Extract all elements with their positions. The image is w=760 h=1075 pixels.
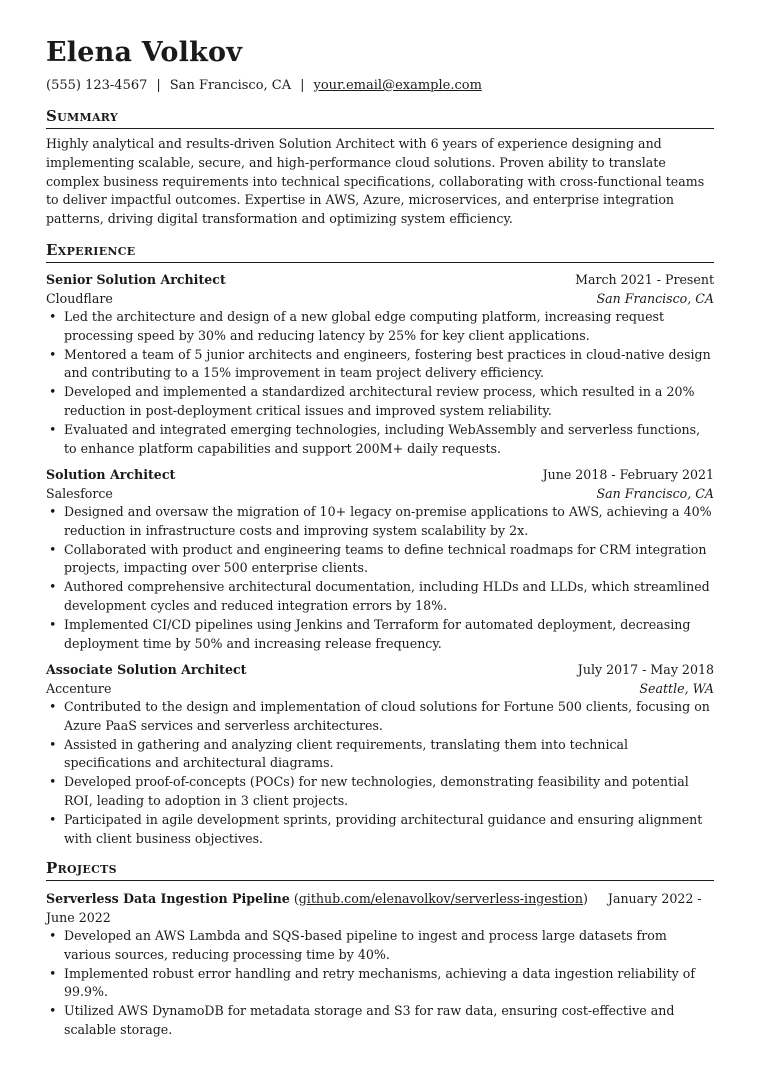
list-item: • Collaborated with product and engineering teams to define technical roadmaps for CRM integration projects, impacting over 500 enterprise clients. [49, 541, 707, 576]
list-item: • Implemented CI/CD pipelines using Jenkins and Terraform for automated deployment, decreasing deployment time by 50% and increasing release frequency. [49, 616, 691, 651]
section-title-experience: Experience [46, 240, 714, 263]
job-location: San Francisco, CA [596, 486, 714, 501]
list-item: • Contributed to the design and implementation of cloud solutions for Fortune 500 clients, focusing on Azure PaaS services and serverless architectures. [49, 699, 710, 733]
email-link[interactable]: your.email@example.com [313, 78, 482, 93]
list-item: • Authored comprehensive architectural documentation, including HLDs and LLDs, which streamlined development cycles and reduced integration errors by 18%. [49, 579, 710, 613]
list-item: • Mentored a team of 5 junior architects and engineers, fostering best practices in cloud-native design and contributing to a 15% improvement in team project delivery efficiency. [49, 346, 711, 381]
list-item: • Led the architecture and design of a new global edge computing platform, increasing request processing speed by 30% and reducing latency by 25% for key client applications. [49, 309, 665, 343]
job-location: San Francisco, CA [596, 291, 714, 306]
project-bullet-list [46, 927, 714, 1040]
company-name: Accenture [46, 681, 112, 696]
location: San Francisco, CA [169, 78, 292, 93]
job-dates: July 2017 - May 2018 [577, 662, 714, 677]
job-bullet-list [46, 308, 714, 458]
list-item: • Assisted in gathering and analyzing client requirements, translating them into technical specifications and architectural diagrams. [49, 736, 629, 771]
job-subheader [46, 679, 714, 698]
candidate-name: Elena Volkov [46, 37, 243, 68]
list-item: • Developed and implemented a standardized architectural review process, which resulted in a 20% reduction in post-deployment critical issues and improved system reliability. [49, 384, 695, 418]
project-dates: January 2022 - June 2022 [46, 891, 702, 925]
list-item: • Utilized AWS DynamoDB for metadata storage and S3 for raw data, ensuring cost-effective and scalable storage. [49, 1003, 675, 1037]
project-link[interactable]: github.com/elenavolkov/serverless-ingestion [298, 891, 583, 906]
separator: | [300, 78, 305, 93]
job-dates: June 2018 - February 2021 [542, 467, 714, 482]
company-name: Salesforce [46, 486, 113, 501]
job-location: Seattle, WA [639, 681, 714, 696]
project-header: Serverless Data Ingestion Pipeline (github.com/elenavolkov/serverless-ingestion) January 2022 - June 2022 [46, 891, 702, 925]
job-subheader [46, 484, 714, 503]
job-title: Associate Solution Architect [46, 662, 247, 677]
job-bullet-list [46, 503, 714, 653]
list-item: • Developed proof-of-concepts (POCs) for new technologies, demonstrating feasibility and potential ROI, leading to adoption in 3 client projects. [49, 774, 689, 808]
list-item: • Participated in agile development sprints, providing architectural guidance and ensuring alignment with client business objectives. [49, 811, 703, 846]
job-header [46, 270, 714, 289]
job-title: Senior Solution Architect [46, 272, 226, 287]
list-item: • Implemented robust error handling and retry mechanisms, achieving a data ingestion reliability of 99.9%. [49, 965, 696, 1000]
job-subheader [46, 289, 714, 308]
contact-line [46, 77, 482, 95]
job-header [46, 660, 714, 679]
list-item: • Evaluated and integrated emerging technologies, including WebAssembly and serverless functions, to enhance platform capabilities and support 200M+ daily requests. [49, 421, 701, 456]
job-title: Solution Architect [46, 467, 176, 482]
job-dates: March 2021 - Present [575, 272, 714, 287]
project-name: Serverless Data Ingestion Pipeline [46, 891, 290, 906]
separator: | [156, 78, 161, 93]
phone-number: (555) 123-4567 [46, 78, 148, 93]
job-bullet-list [46, 698, 714, 848]
summary-text: Highly analytical and results-driven Solution Architect with 6 years of experience designing and implementing scalable, secure, and high-performance cloud solutions. Proven ability to translate complex business requirements into technical specifications, collaborating with cross-functional teams to deliver impactful outcomes. Expertise in AWS, Azure, microservices, and enterprise integration patterns, driving digital transformation and optimizing system efficiency. [46, 136, 705, 227]
company-name: Cloudflare [46, 291, 113, 306]
list-item: • Developed an AWS Lambda and SQS-based pipeline to ingest and process large datasets from various sources, reducing processing time by 40%. [49, 928, 667, 962]
section-title-projects: Projects [46, 858, 714, 881]
list-item: • Designed and oversaw the migration of 10+ legacy on-premise applications to AWS, achieving a 40% reduction in infrastructure costs and improving system scalability by 2x. [49, 504, 712, 538]
job-header [46, 465, 714, 484]
section-title-summary: Summary [46, 106, 714, 129]
